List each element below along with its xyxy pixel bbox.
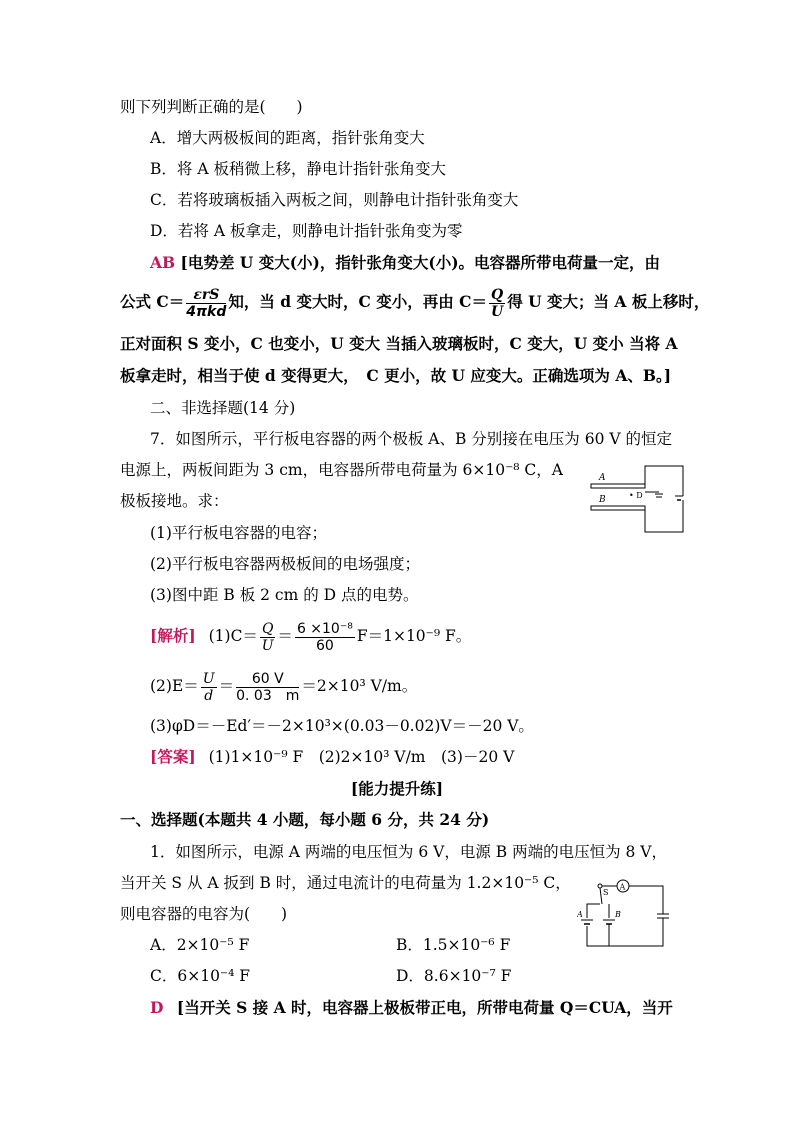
- fraction-numerator: εrS: [186, 287, 226, 304]
- plate-b: [591, 506, 645, 510]
- q6-expl-2b: 知，当 d 变大时，C 变小，再由 C＝: [228, 292, 487, 311]
- a1-prefix: (1)C＝: [208, 627, 258, 645]
- q6-expl-2a: 公式 C＝: [120, 292, 185, 311]
- qu-fraction: [489, 287, 505, 320]
- switch-pivot: [598, 884, 602, 888]
- capacitor-circuit-figure: [585, 462, 685, 534]
- a2-prefix: (2)E＝: [150, 677, 199, 695]
- q6-option-b: B．将 A 板稍微上移，静电计指针张角变大: [150, 160, 446, 178]
- q7-line2: 电源上，两板间距为 3 cm，电容器所带电荷量为 6×10⁻⁸ C，A: [120, 461, 563, 479]
- value-fraction: [295, 621, 355, 654]
- ud-fraction: [201, 671, 217, 704]
- q1-line2: 当开关 S 从 A 扳到 B 时，通过电流计的电荷量为 1.2×10⁻⁵ C，: [120, 874, 571, 892]
- q1-explanation-line1: [150, 998, 673, 1018]
- q1-option-d: D．8.6×10⁻⁷ F: [396, 967, 512, 985]
- switch-label: S: [603, 888, 609, 897]
- fraction-numerator: 6 ×10⁻⁸: [296, 620, 353, 637]
- source-b-label: B: [615, 910, 621, 919]
- q1-line1: 1．如图所示，电源 A 两端的电压恒为 6 V，电源 B 两端的电压恒为 8 V，: [150, 843, 667, 861]
- q6-explanation-line4: 板拿走时，相当于使 d 变得更大， C 更小，故 U 应变大。正确选项为 A、B。]: [120, 366, 672, 385]
- qu-fraction: [260, 621, 275, 654]
- switch-blade: [600, 888, 602, 904]
- q6-explanation-line3: 正对面积 S 变小，C 也变小，U 变大 当插入玻璃板时，C 变大，U 变小 当将 A: [120, 334, 678, 353]
- a1-suffix: F＝1×10⁻⁹ F。: [356, 627, 472, 645]
- fraction-denominator: d: [204, 687, 214, 704]
- a1-equals: ＝: [277, 627, 293, 645]
- wire-source-a: [587, 904, 600, 918]
- q6-expl-1: [电势差 U 变大(小)，指针张角变大(小)。电容器所带电荷量一定，由: [180, 253, 661, 272]
- switch-circuit-figure: [577, 876, 669, 950]
- capacitance-formula-fraction: [186, 287, 226, 320]
- fraction-numerator: Q: [261, 620, 274, 637]
- q6-expl-2c: 得 U 变大；当 A 板上移时，: [507, 292, 710, 311]
- q7-analysis-line2: [150, 668, 417, 704]
- q6-option-c: C．若将玻璃板插入两板之间，则静电计指针张角变大: [150, 191, 519, 209]
- q7-sub1: (1)平行板电容器的电容；: [150, 524, 327, 542]
- q1-option-a: A．2×10⁻⁵ F: [150, 936, 250, 954]
- q6-option-d: D．若将 A 板拿走，则静电计指针张角变为零: [150, 222, 463, 240]
- q7-answer-line: [150, 747, 514, 767]
- q6-option-a: A．增大两极板间的距离，指针张角变大: [150, 129, 425, 147]
- galvanometer-label: A: [619, 882, 626, 892]
- q7-analysis-line1: [150, 618, 471, 654]
- plate-a: [591, 484, 645, 488]
- label-d: • D: [629, 491, 643, 500]
- wire-bottom: [587, 918, 663, 946]
- q6-explanation-line1: [150, 253, 660, 273]
- q7-sub2: (2)平行板电容器两极板间的电场强度；: [150, 555, 420, 573]
- wire-right: [629, 886, 663, 914]
- a2-equals: ＝: [218, 677, 235, 695]
- q6-stem: 则下列判断正确的是( ): [120, 98, 303, 116]
- fraction-numerator: 60 V: [236, 671, 299, 688]
- source-a-label: A: [577, 910, 583, 919]
- ability-heading: [能力提升练]: [350, 779, 444, 798]
- wire-bottom: [645, 500, 683, 532]
- q7-sub3: (3)图中距 B 板 2 cm 的 D 点的电势。: [150, 586, 419, 604]
- q1-answer-tag: D: [150, 998, 164, 1017]
- q6-explanation-line2: [120, 285, 709, 320]
- fraction-denominator: 4πkd: [186, 303, 227, 320]
- analysis-tag: [解析]: [150, 626, 196, 645]
- fraction-denominator: 60: [315, 637, 334, 654]
- fraction-denominator: U: [261, 637, 274, 654]
- answer-tag: [答案]: [150, 747, 196, 766]
- fraction-denominator: 0. 03 m: [236, 687, 300, 704]
- fraction-numerator: U: [202, 670, 215, 687]
- q7-analysis-line3: (3)φD＝－Ed′＝－2×10³×(0.03－0.02)V＝－20 V。: [150, 717, 534, 735]
- label-b: B: [599, 495, 606, 505]
- q1-option-c: C．6×10⁻⁴ F: [150, 967, 251, 985]
- q7-line3: 极板接地。求：: [120, 492, 229, 510]
- section2-heading: 二、非选择题(14 分): [150, 399, 296, 417]
- q1-option-b: B．1.5×10⁻⁶ F: [396, 936, 511, 954]
- q6-answer-tag: AB: [150, 253, 176, 272]
- q7-line1: 7．如图所示，平行板电容器的两个极板 A、B 分别接在电压为 60 V 的恒定: [150, 430, 672, 448]
- fraction-numerator: Q: [491, 286, 504, 303]
- value-fraction: [236, 671, 299, 704]
- q1-expl: [当开关 S 接 A 时，电容器上极板带正电，所带电荷量 Q＝CUA，当开: [176, 998, 673, 1017]
- label-a: A: [599, 473, 606, 483]
- q7-answer: (1)1×10⁻⁹ F (2)2×10³ V/m (3)－20 V: [208, 748, 515, 766]
- ability-section1-heading: 一、选择题(本题共 4 小题，每小题 6 分，共 24 分): [120, 810, 490, 829]
- fraction-denominator: U: [490, 303, 504, 320]
- a2-suffix: ＝2×10³ V/m。: [301, 677, 418, 695]
- q1-line3: 则电容器的电容为( ): [120, 905, 288, 923]
